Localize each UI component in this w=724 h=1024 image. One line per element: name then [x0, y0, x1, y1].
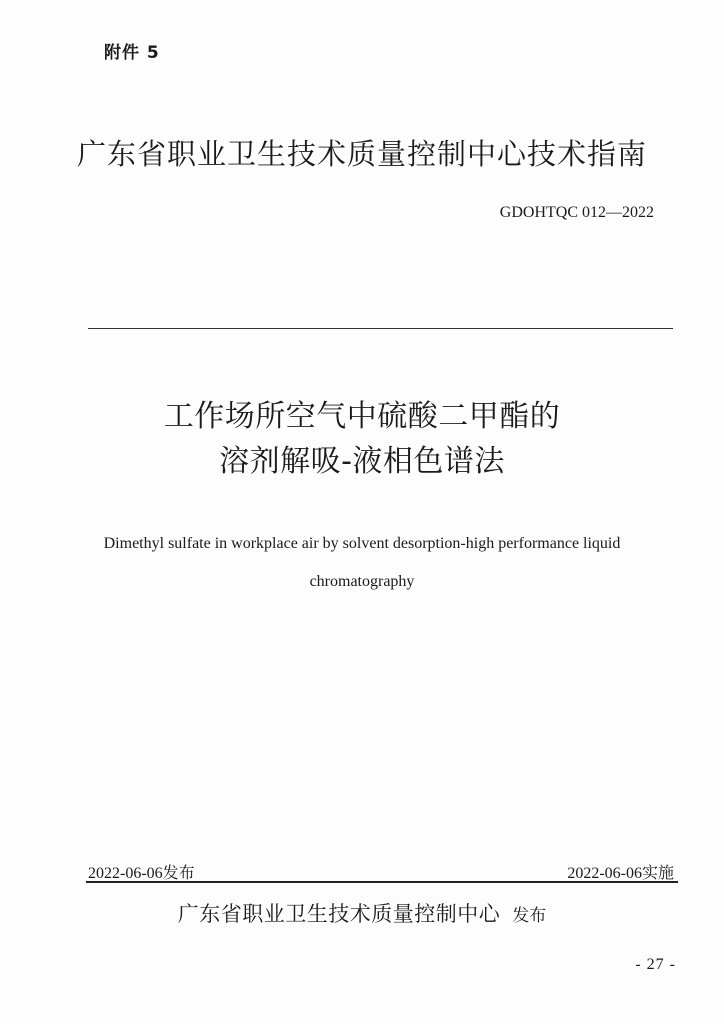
implement-date — [567, 860, 674, 883]
standard-code: GDOHTQC 012—2022 — [499, 204, 654, 221]
title-en-line2: chromatography — [309, 573, 415, 590]
publisher-action: 发布 — [512, 906, 547, 926]
publish-date-value: 2022-06-06 — [88, 865, 163, 882]
title-cn-line2: 溶剂解吸-液相色谱法 — [219, 444, 505, 479]
org-guide-title: 广东省职业卫生技术质量控制中心技术指南 — [76, 137, 647, 171]
publisher-org: 广东省职业卫生技术质量控制中心 — [177, 902, 501, 926]
title-cn-line1: 工作场所空气中硫酸二甲酯的 — [163, 399, 561, 434]
page-number: - 27 - — [635, 956, 676, 973]
implement-date-label: 实施 — [641, 863, 674, 882]
title-en-line1: Dimethyl sulfate in workplace air by solvent desorption-high performance liquid — [103, 535, 621, 552]
publish-date-label: 发布 — [162, 863, 195, 882]
annex-label: 附件 5 — [104, 43, 160, 63]
implement-date-value: 2022-06-06 — [567, 865, 642, 882]
publish-date — [88, 860, 195, 883]
document-title-en — [0, 525, 724, 601]
bottom-divider — [86, 881, 678, 883]
top-divider — [88, 328, 673, 329]
document-title-cn — [0, 394, 724, 484]
publisher-line — [0, 898, 724, 928]
